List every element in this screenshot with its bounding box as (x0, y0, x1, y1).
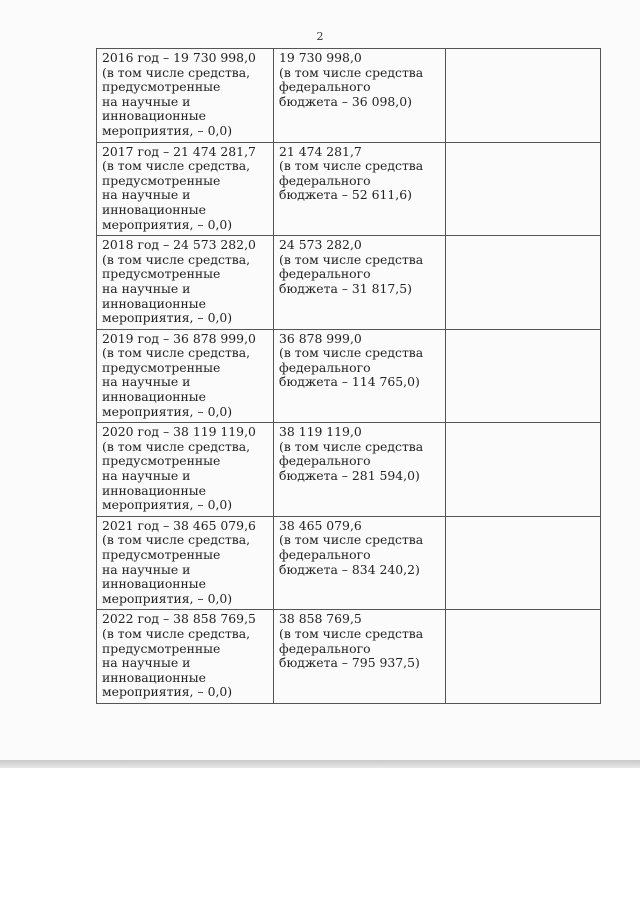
year-total-text: 2022 год – 38 858 769,5 (102, 611, 256, 627)
federal-text: (в том числе средства (279, 438, 424, 454)
sum-text: 24 573 282,0 (279, 237, 362, 253)
sum-text: 21 474 281,7 (279, 143, 362, 159)
federal-text: федерального (279, 79, 371, 95)
sum-cell (274, 516, 446, 610)
including-text: на научные и (102, 468, 191, 484)
including-text: мероприятия, – 0,0) (102, 590, 233, 606)
including-text: предусмотренные (102, 266, 221, 282)
federal-text: (в том числе средства (279, 345, 424, 361)
year-total-text: 2017 год – 21 474 281,7 (102, 143, 256, 159)
table-row (97, 236, 601, 330)
including-text: мероприятия, – 0,0) (102, 684, 233, 700)
sum-text: 38 858 769,5 (279, 611, 362, 627)
federal-text: бюджета – 31 817,5) (279, 280, 412, 296)
including-text: (в том числе средства, (102, 625, 251, 641)
note-cell (446, 236, 601, 330)
budget-table-body (97, 49, 601, 704)
federal-text: федерального (279, 266, 371, 282)
budget-table (96, 48, 601, 704)
federal-text: бюджета – 36 098,0) (279, 93, 412, 109)
including-text: предусмотренные (102, 547, 221, 562)
table-row (97, 610, 601, 704)
federal-text: федерального (279, 453, 371, 469)
sum-text: 36 878 999,0 (279, 330, 362, 346)
table-row (97, 49, 601, 143)
federal-text: (в том числе средства (279, 64, 424, 80)
including-text: предусмотренные (102, 640, 221, 656)
federal-text: (в том числе средства (279, 625, 424, 641)
year-total-cell (97, 236, 274, 330)
federal-text: бюджета – 281 594,0) (279, 468, 420, 484)
year-total-cell (97, 49, 274, 143)
note-cell (446, 516, 601, 610)
including-text: мероприятия, – 0,0) (102, 310, 233, 326)
federal-text: федерального (279, 640, 371, 656)
including-text: мероприятия, – 0,0) (102, 122, 233, 138)
sum-cell (274, 610, 446, 704)
including-text: инновационные (102, 389, 206, 405)
including-text: предусмотренные (102, 172, 221, 188)
year-total-text: 2016 год – 19 730 998,0 (102, 50, 256, 65)
including-text: на научные и (102, 655, 191, 671)
including-text: (в том числе средства, (102, 345, 251, 361)
year-total-cell (97, 516, 274, 610)
page-edge-shadow (0, 760, 640, 768)
including-text: инновационные (102, 482, 206, 498)
year-total-cell (97, 423, 274, 517)
federal-text: федерального (279, 359, 371, 375)
including-text: (в том числе средства, (102, 158, 251, 174)
federal-text: бюджета – 795 937,5) (279, 655, 420, 671)
sum-text: 38 465 079,6 (279, 517, 362, 533)
federal-text: бюджета – 52 611,6) (279, 187, 412, 203)
federal-text: федерального (279, 547, 371, 562)
including-text: (в том числе средства, (102, 532, 251, 548)
table-row (97, 142, 601, 236)
year-total-cell (97, 329, 274, 423)
year-total-text: 2020 год – 38 119 119,0 (102, 424, 256, 440)
sum-cell (274, 329, 446, 423)
federal-text: бюджета – 114 765,0) (279, 374, 420, 390)
federal-text: (в том числе средства (279, 251, 424, 267)
sum-cell (274, 142, 446, 236)
federal-text: (в том числе средства (279, 532, 424, 548)
year-total-cell (97, 610, 274, 704)
including-text: мероприятия, – 0,0) (102, 403, 233, 419)
page-number: 2 (316, 30, 324, 43)
including-text: инновационные (102, 669, 206, 685)
note-cell (446, 610, 601, 704)
federal-text: федерального (279, 172, 371, 188)
including-text: предусмотренные (102, 79, 221, 95)
year-total-text: 2019 год – 36 878 999,0 (102, 330, 256, 346)
table-row (97, 423, 601, 517)
note-cell (446, 49, 601, 143)
sum-cell (274, 236, 446, 330)
sum-text: 19 730 998,0 (279, 50, 362, 65)
including-text: мероприятия, – 0,0) (102, 497, 233, 513)
including-text: инновационные (102, 576, 206, 592)
federal-text: бюджета – 834 240,2) (279, 561, 420, 577)
federal-text: (в том числе средства (279, 158, 424, 174)
year-total-text: 2021 год – 38 465 079,6 (102, 517, 256, 533)
sum-cell (274, 423, 446, 517)
including-text: инновационные (102, 108, 206, 124)
including-text: инновационные (102, 295, 206, 311)
year-total-cell (97, 142, 274, 236)
sum-text: 38 119 119,0 (279, 424, 362, 440)
including-text: предусмотренные (102, 359, 221, 375)
including-text: на научные и (102, 93, 191, 109)
note-cell (446, 423, 601, 517)
table-row (97, 329, 601, 423)
note-cell (446, 142, 601, 236)
including-text: (в том числе средства, (102, 251, 251, 267)
sum-cell (274, 49, 446, 143)
including-text: мероприятия, – 0,0) (102, 216, 233, 232)
including-text: (в том числе средства, (102, 64, 251, 80)
including-text: (в том числе средства, (102, 438, 251, 454)
including-text: на научные и (102, 280, 191, 296)
year-total-text: 2018 год – 24 573 282,0 (102, 237, 256, 253)
including-text: на научные и (102, 561, 191, 577)
note-cell (446, 329, 601, 423)
including-text: на научные и (102, 187, 191, 203)
including-text: предусмотренные (102, 453, 221, 469)
including-text: на научные и (102, 374, 191, 390)
table-row (97, 516, 601, 610)
including-text: инновационные (102, 201, 206, 217)
